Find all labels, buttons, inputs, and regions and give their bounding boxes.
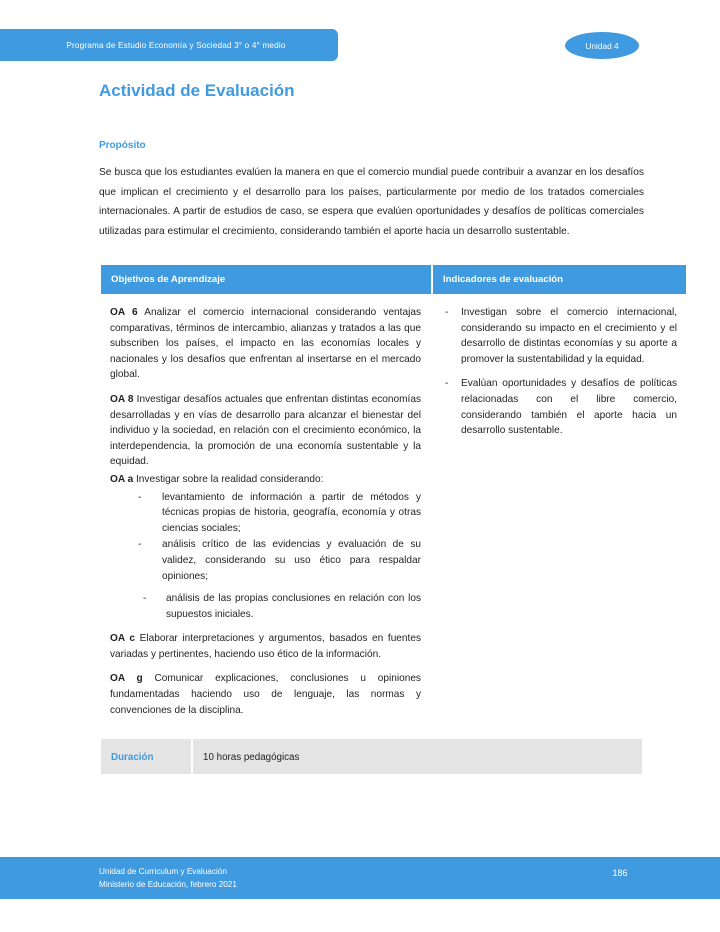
list-item-label: levantamiento de información a partir de métodos y técnicas propias de historia, geografía, economía y otras ciencias sociales; — [162, 491, 421, 534]
oa6-code: OA 6 — [110, 307, 138, 318]
list-item-label: Evalúan oportunidades y desafíos de políticas relacionadas con el libre comercio, considerando también el aporte hacia un desarrollo sustentable. — [461, 378, 677, 437]
list-item — [110, 591, 421, 622]
duration-table — [99, 737, 644, 776]
indicadores-cell — [432, 295, 687, 728]
bullet-dash-icon: - — [445, 307, 449, 318]
header-ribbon-label: Programa de Estudio Economía y Sociedad 3° o 4° medio — [66, 40, 286, 50]
oaa-text: Investigar sobre la realidad considerando: — [133, 473, 324, 485]
footer-line-1: Unidad de Curriculum y Evaluación — [99, 867, 227, 876]
purpose-section — [99, 139, 644, 241]
list-item — [110, 490, 421, 537]
list-item-label: análisis crítico de las evidencias y evaluación de su validez, considerando su uso ético para respaldar opiniones; — [162, 539, 421, 582]
list-item — [443, 305, 677, 367]
oaa-code: OA a — [110, 473, 134, 485]
bullet-dash-icon: - — [138, 539, 142, 551]
page-title: Actividad de Evaluación — [99, 81, 295, 100]
table-header-objetivos: Objetivos de Aprendizaje — [100, 264, 432, 295]
list-item-label: Investigan sobre el comercio internacional, considerando su impacto en el crecimiento y el desarrollo de distintas economías y su aporte a promover la sustentabilidad y la equidad. — [461, 307, 677, 365]
oag-text: Comunicar explicaciones, conclusiones u opiniones fundamentadas haciendo uso de lenguaje, las normas y convenciones de la disciplina. — [110, 673, 421, 716]
objective-oac — [110, 631, 421, 662]
duration-value: 10 horas pedagógicas — [203, 752, 300, 764]
indicadores-list — [443, 305, 677, 439]
footer-text — [99, 866, 237, 891]
header-ribbon — [0, 29, 338, 61]
oa8-code: OA 8 — [110, 393, 134, 405]
table-header-row — [100, 264, 687, 295]
duration-row — [100, 738, 643, 775]
duration-label-cell — [100, 738, 192, 775]
objetivos-cell — [100, 295, 432, 728]
list-item — [110, 537, 421, 584]
oa8-text: Investigar desafíos actuales que enfrentan distintas economías desarrolladas y en vías de desarrollo para alcanzar el bienestar del individuo y la sociedad, en relación con el crecimiento económico, la interdependencia, la promoción de una economía sustentable y la equidad. — [110, 393, 421, 468]
oag-code: OA g — [110, 673, 143, 685]
objectives-indicators-table — [99, 263, 688, 728]
unit-badge — [565, 32, 639, 59]
bullet-dash-icon: - — [138, 491, 142, 503]
purpose-paragraph: Se busca que los estudiantes evalúen la manera en que el comercio mundial puede contribuir a avanzar en los desafíos que implican el crecimiento y el desarrollo para los países, particularmente por medio de los tratados comerciales internacionales. A partir de estudios de caso, se espera que evalúen oportunidades y desafíos de políticas comerciales utilizadas para estimular el crecimiento, considerando también el aporte hacia un desarrollo sustentable. — [99, 167, 644, 237]
table-row — [100, 295, 687, 728]
bullet-dash-icon: - — [445, 378, 449, 390]
footer-line-2: Ministerio de Educación, febrero 2021 — [99, 879, 237, 889]
oaa-bullet-list — [110, 490, 421, 623]
duration-label: Duración — [111, 752, 154, 764]
duration-value-cell — [192, 738, 643, 775]
objective-oag — [110, 671, 421, 718]
oa6-text: Analizar el comercio internacional considerando ventajas comparativas, términos de intercambio, alianzas y tratados a las que subscriben los países, el impacto en las economías locales y nacionales y los desafíos que enfrentan al insertarse en el mercado global. — [110, 307, 421, 381]
oac-text: Elaborar interpretaciones y argumentos, basados en fuentes variadas y pertinentes, haciendo uso ético de la información. — [110, 633, 421, 660]
table-header-indicadores: Indicadores de evaluación — [432, 264, 687, 295]
page-number: 186 — [612, 868, 628, 878]
bullet-dash-icon: - — [143, 593, 147, 605]
unit-badge-label: Unidad 4 — [585, 40, 619, 51]
list-item-label: análisis de las propias conclusiones en relación con los supuestos iniciales. — [166, 593, 421, 620]
objective-oaa — [110, 472, 421, 488]
page-content — [99, 80, 677, 776]
purpose-heading: Propósito — [99, 140, 146, 151]
list-item — [443, 376, 677, 438]
oac-code: OA c — [110, 633, 136, 645]
objective-oa6 — [110, 305, 421, 383]
objective-oa8 — [110, 392, 421, 470]
